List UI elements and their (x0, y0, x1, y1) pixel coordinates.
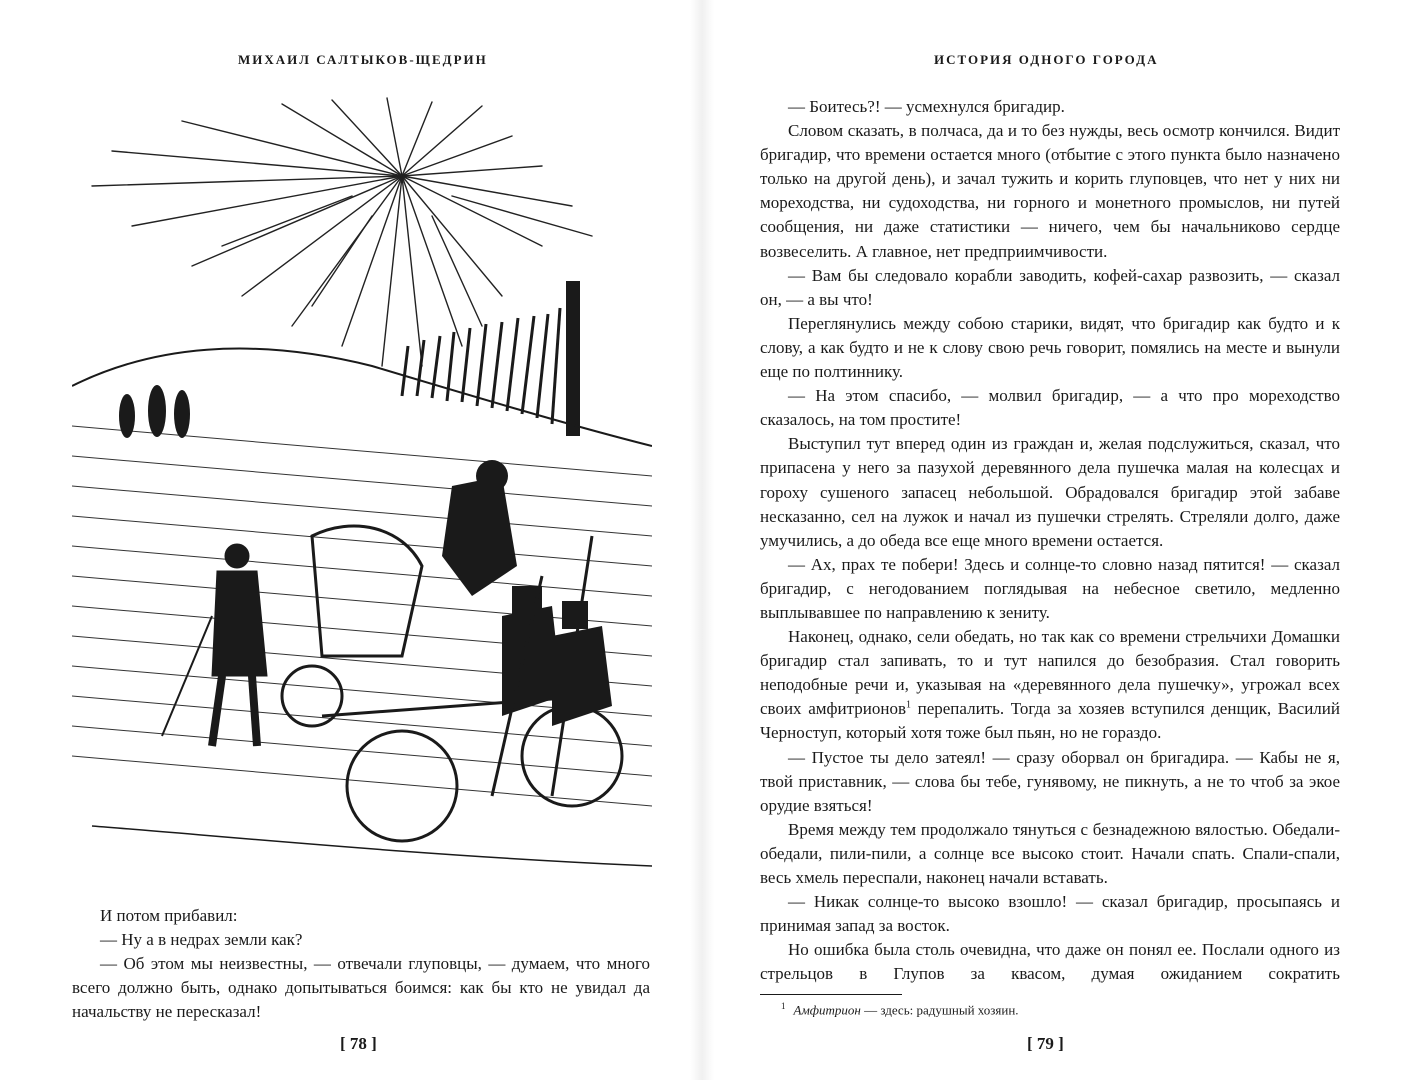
paragraph: — Ах, прах те побери! Здесь и солнце-то словно назад пятится! — сказал бригадир, с негодованием поглядывая на небесное светило, медленно выплывавшее по направлению к зениту. (760, 554, 1340, 622)
footnote-term: Амфитрион (793, 1002, 861, 1018)
pen-illustration (72, 96, 652, 876)
paragraph: — Об этом мы неизвестны, — отвечали глуповцы, — думаем, что много всего должно быть, однако допытываться боимся: как бы кто не увидал да начальству не пересказал! (72, 954, 650, 1022)
left-body-text (72, 904, 650, 1024)
paragraph: Но ошибка была столь очевидна, что даже он понял ее. Послали одного из стрельцов в Глупов за квасом, думая ожиданием сократить (760, 940, 1340, 984)
paragraph: Время между тем продолжало тянуться с безнадежною вялостью. Обедали-обедали, пили-пили, а солнце все высоко стоит. Начали спать. Спали-спали, весь хмель переспали, наконец начали вставать. (760, 819, 1340, 887)
boundary-post (566, 281, 580, 436)
paragraph: — Вам бы следовало корабли заводить, кофей-сахар развозить, — сказал он, — а вы что! (760, 265, 1340, 309)
paragraph: — Ну а в недрах земли как? (100, 930, 303, 950)
paragraph: Переглянулись между собою старики, видят, что бригадир как будто и к слову, а как будто и не к слову свою речь говорит, помялись на месте и вынули еще по полтиннику. (760, 313, 1340, 382)
paragraph: — На этом спасибо, — молвил бригадир, — а что про мореходство сказалось, на том простите! (760, 386, 1340, 430)
page-number-left: [ 78 ] (340, 1034, 377, 1053)
paragraph: — Никак солнце-то высоко взошло! — сказал бригадир, просыпаясь и принимая запад за восток. (760, 892, 1340, 936)
footnote-rule (760, 994, 902, 995)
paragraph: И потом прибавил: (100, 906, 238, 925)
running-head-left: МИХАИЛ САЛТЫКОВ-ЩЕДРИН (238, 52, 488, 67)
right-body-text (760, 95, 1340, 986)
left-page (0, 0, 701, 1080)
paragraph: — Боитесь?! — усмехнулся бригадир. (788, 97, 1065, 116)
paragraph-with-footnote (760, 625, 1340, 745)
paragraph-text: перепалить. Тогда за хозяев вступился денщик, Василий Черноступ, который хотя тоже был пьян, но не гораздо. (760, 699, 1340, 743)
paragraph: Выступил тут вперед один из граждан и, желая подслужиться, сказал, что припасена у него за пазухой деревянного дела пушечка малая на колесцах и гороху сушеного запасец небольшой. Обрадовался бригадир этой забаве несказанно, сел на лужок и начал из пушечки стрелять. Стреляли долго, даже умучились, а до обеда все еще много времени остается. (760, 434, 1340, 550)
illustration-drawing (72, 96, 652, 876)
paragraph: Словом сказать, в полчаса, да и то без нужды, весь осмотр кончился. Видит бригадир, что времени остается много (отбытие с этого пункта было назначено только на другой день), и зачал тужить и корить глуповцев, что нет у них ни мореходства, ни судоходства, ни горного и монетного промыслов, ни путей сообщения, ни даже статистики — ничего, чем бы начальниково сердце возвеселить. А главное, нет предприимчивости. (760, 121, 1340, 261)
footnote-reference[interactable]: 1 (905, 699, 911, 711)
paragraph: — Пустое ты дело затеял! — сразу оборвал он бригадира. — Кабы не я, твой приставник, — слова бы тебе, гунявому, не пикнуть, а не то чтоб за экое орудие взяться! (760, 747, 1340, 815)
fence (402, 286, 577, 431)
paragraph-text: Наконец, однако, сели обедать, но так как со времени стрельчихи Домашки бригадир стал запивать, то и тут напился до безобразия. Стал говорить неподобные речи и, указывая на «деревянного дела пушечку», угрожал всех своих амфитрионов (760, 627, 1340, 719)
footnote (781, 1001, 1019, 1018)
distant-figures (119, 385, 190, 438)
page-number-right: [ 79 ] (1027, 1034, 1064, 1053)
running-head-right: ИСТОРИЯ ОДНОГО ГОРОДА (934, 52, 1159, 67)
right-page (701, 0, 1403, 1080)
footnote-mark: 1 (781, 1001, 786, 1011)
soldiers (442, 460, 612, 796)
footnote-text: — здесь: радушный хозяин. (860, 1002, 1019, 1018)
